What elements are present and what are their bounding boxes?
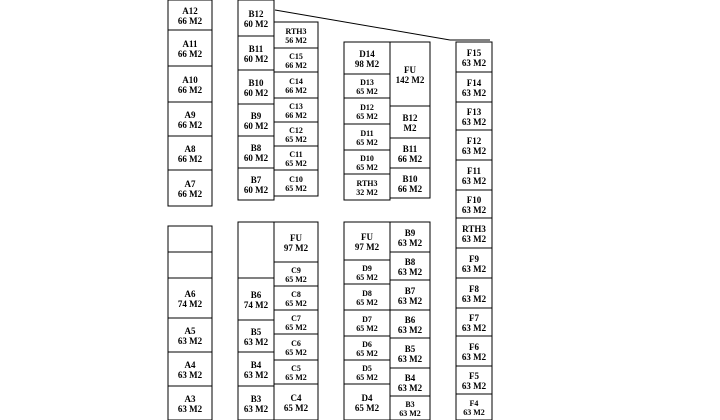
plot-id-label: B6 (250, 290, 262, 300)
plot-id-label: A6 (184, 289, 196, 299)
plot-id-label: C11 (289, 150, 303, 159)
plot-f8[interactable] (456, 278, 492, 308)
plot-c13[interactable] (274, 98, 318, 122)
plot-area-label: 63 M2 (461, 323, 487, 333)
plot-outline (168, 226, 212, 252)
plot-area-label: 56 M2 (285, 36, 307, 45)
plot-id-label: D11 (360, 129, 374, 138)
plot-id-label: F9 (469, 254, 479, 264)
plot-area-label: 63 M2 (461, 58, 487, 68)
plot-id-label: D6 (362, 340, 372, 349)
plot-id-label: B11 (402, 144, 418, 154)
plot-id-label: B5 (404, 344, 416, 354)
plot-rth3[interactable] (456, 218, 492, 248)
plot-b9[interactable] (238, 104, 274, 136)
plot-area-label: 65 M2 (283, 403, 309, 413)
plot-id-label: B9 (250, 111, 262, 121)
plot-c4[interactable] (274, 384, 318, 420)
plot-id-label: F7 (469, 313, 479, 323)
plot-id-label: D14 (359, 49, 375, 59)
plot-id-label: FU (404, 65, 416, 75)
plot-rth3[interactable] (344, 174, 390, 200)
plot-area-label: 65 M2 (356, 163, 378, 172)
plot-id-label: B5 (250, 327, 262, 337)
plot-b10[interactable] (238, 70, 274, 104)
plot-id-label: F13 (466, 107, 482, 117)
plot-area-label: 63 M2 (177, 336, 203, 346)
plot-area-label: 66 M2 (397, 184, 423, 194)
plot-d12[interactable] (344, 98, 390, 124)
plot-d7[interactable] (344, 310, 390, 336)
plot-b6[interactable] (238, 278, 274, 320)
plot-id-label: C13 (289, 102, 303, 111)
plot-fu[interactable] (344, 222, 390, 260)
plot-rth3[interactable] (274, 22, 318, 48)
plot-a10[interactable] (168, 66, 212, 102)
plot-id-label: B3 (405, 400, 415, 409)
plot-area-label: 63 M2 (399, 409, 421, 418)
plot-id-label: A5 (184, 326, 196, 336)
plot-id-label: B10 (402, 174, 418, 184)
plot-f10[interactable] (456, 190, 492, 218)
plot-id-label: F6 (469, 342, 479, 352)
plot-id-label: C5 (291, 364, 301, 373)
plot-id-label: F15 (466, 48, 482, 58)
plot-id-label: D5 (362, 364, 372, 373)
plot-a12[interactable] (168, 0, 212, 30)
plot-id-label: C4 (290, 393, 302, 403)
plot-id-label: A12 (182, 6, 198, 16)
plot-area-label: 66 M2 (177, 189, 203, 199)
plot-fu[interactable] (390, 42, 430, 106)
plot-id-label: C8 (291, 290, 301, 299)
plot-area-label: 63 M2 (461, 205, 487, 215)
plot-c11[interactable] (274, 146, 318, 170)
plot-b4[interactable] (390, 368, 430, 396)
plot-area-label: 60 M2 (243, 54, 269, 64)
plot-unlabeled[interactable] (238, 222, 274, 278)
plot-id-label: B6 (404, 315, 416, 325)
plot-b8[interactable] (238, 136, 274, 168)
plot-b9[interactable] (390, 222, 430, 252)
plot-id-label: B8 (250, 143, 262, 153)
plot-id-label: F8 (469, 284, 479, 294)
plot-id-label: D7 (362, 315, 372, 324)
plot-id-label: B4 (250, 360, 262, 370)
plot-f6[interactable] (456, 336, 492, 366)
plot-c10[interactable] (274, 170, 318, 196)
plot-area-label: 65 M2 (356, 138, 378, 147)
plot-f12[interactable] (456, 130, 492, 160)
plot-id-label: B9 (404, 228, 416, 238)
plot-a5[interactable] (168, 318, 212, 352)
plot-b12[interactable] (238, 0, 274, 36)
plot-area-label: 66 M2 (177, 16, 203, 26)
plot-id-label: F14 (466, 78, 482, 88)
plot-area-label: 66 M2 (177, 85, 203, 95)
plot-area-label: 63 M2 (461, 146, 487, 156)
plot-id-label: RTH3 (462, 224, 486, 234)
plot-id-label: B4 (404, 373, 416, 383)
plot-area-label: 142 M2 (395, 75, 425, 85)
plot-area-label: 63 M2 (397, 354, 423, 364)
plot-area-label: 63 M2 (397, 325, 423, 335)
plot-area-label: 63 M2 (461, 234, 487, 244)
plot-area-label: 63 M2 (243, 370, 269, 380)
plot-id-label: D4 (361, 393, 373, 403)
plot-id-label: A8 (184, 144, 196, 154)
plot-area-label: 63 M2 (461, 381, 487, 391)
plot-id-label: RTH3 (285, 27, 307, 36)
plot-area-label: 65 M2 (285, 159, 307, 168)
plot-area-label: 66 M2 (285, 86, 307, 95)
plot-area-label: 63 M2 (461, 88, 487, 98)
plot-area-label: 65 M2 (356, 373, 378, 382)
plot-area-label: 65 M2 (285, 299, 307, 308)
plot-f11[interactable] (456, 160, 492, 190)
plot-d11[interactable] (344, 124, 390, 150)
plot-area-label: 65 M2 (285, 184, 307, 193)
plot-id-label: D9 (362, 264, 372, 273)
plot-b7[interactable] (238, 168, 274, 200)
plot-f14[interactable] (456, 72, 492, 102)
plot-b6[interactable] (390, 310, 430, 338)
plot-id-label: D8 (362, 289, 372, 298)
plot-area-label: 63 M2 (177, 404, 203, 414)
plot-area-label: 66 M2 (397, 154, 423, 164)
plot-area-label: 65 M2 (356, 298, 378, 307)
plot-c9[interactable] (274, 262, 318, 286)
plot-id-label: C10 (289, 175, 303, 184)
plot-area-label: 97 M2 (283, 243, 309, 253)
plot-b3[interactable] (390, 396, 430, 420)
plot-f7[interactable] (456, 308, 492, 336)
plot-d9[interactable] (344, 260, 390, 284)
plot-unlabeled[interactable] (168, 252, 212, 278)
plot-id-label: F10 (466, 195, 482, 205)
plot-area-label: 65 M2 (285, 373, 307, 382)
plot-id-label: C7 (291, 314, 301, 323)
plot-a7[interactable] (168, 170, 212, 206)
plot-area-label: 32 M2 (356, 188, 378, 197)
plot-a8[interactable] (168, 136, 212, 170)
plot-fu[interactable] (274, 222, 318, 262)
plot-b5[interactable] (390, 338, 430, 368)
plots-layer (168, 0, 492, 420)
plot-a11[interactable] (168, 30, 212, 66)
plot-a6[interactable] (168, 278, 212, 318)
plot-id-label: A4 (184, 360, 196, 370)
plot-area-label: 60 M2 (243, 19, 269, 29)
plot-area-label: 63 M2 (461, 117, 487, 127)
plot-id-label: C9 (291, 266, 301, 275)
plot-area-label: 65 M2 (356, 87, 378, 96)
plot-id-label: A3 (184, 394, 196, 404)
plot-area-label: 66 M2 (177, 49, 203, 59)
plot-area-label: 63 M2 (177, 370, 203, 380)
plot-id-label: A10 (182, 75, 198, 85)
plot-id-label: D10 (360, 154, 374, 163)
plot-area-label: 65 M2 (285, 348, 307, 357)
plot-id-label: D12 (360, 103, 374, 112)
plot-area-label: 63 M2 (461, 294, 487, 304)
plot-b5[interactable] (238, 320, 274, 352)
plot-id-label: RTH3 (356, 179, 378, 188)
plot-f15[interactable] (456, 42, 492, 72)
plot-c6[interactable] (274, 334, 318, 360)
plot-id-label: FU (290, 233, 302, 243)
plot-d6[interactable] (344, 336, 390, 360)
plot-area-label: 60 M2 (243, 153, 269, 163)
plot-area-label: 65 M2 (356, 273, 378, 282)
plot-area-label: 63 M2 (397, 238, 423, 248)
plot-area-label: M2 (403, 123, 417, 133)
plot-area-label: 65 M2 (356, 112, 378, 121)
plot-f9[interactable] (456, 248, 492, 278)
plot-area-label: 74 M2 (177, 299, 203, 309)
plot-area-label: 63 M2 (397, 383, 423, 393)
plot-d8[interactable] (344, 284, 390, 310)
plot-id-label: C6 (291, 339, 301, 348)
plot-area-label: 60 M2 (243, 121, 269, 131)
plot-b4[interactable] (238, 352, 274, 386)
plot-area-label: 74 M2 (243, 300, 269, 310)
plot-outline (238, 222, 274, 278)
plot-id-label: F12 (466, 136, 482, 146)
plot-b7[interactable] (390, 280, 430, 310)
plot-id-label: B12 (402, 113, 418, 123)
plot-a4[interactable] (168, 352, 212, 386)
plot-d14[interactable] (344, 42, 390, 74)
plot-id-label: C15 (289, 52, 303, 61)
plot-area-label: 63 M2 (463, 408, 485, 417)
plot-area-label: 66 M2 (285, 111, 307, 120)
plot-area-label: 63 M2 (243, 337, 269, 347)
plot-id-label: B3 (250, 394, 262, 404)
plot-d4[interactable] (344, 384, 390, 420)
plot-id-label: B10 (248, 78, 264, 88)
plot-id-label: B7 (404, 286, 416, 296)
plot-area-label: 63 M2 (397, 296, 423, 306)
plot-area-label: 63 M2 (243, 404, 269, 414)
plot-id-label: B11 (248, 44, 264, 54)
plot-c15[interactable] (274, 48, 318, 72)
plot-area-label: 66 M2 (177, 154, 203, 164)
plot-area-label: 66 M2 (177, 120, 203, 130)
plot-area-label: 63 M2 (461, 176, 487, 186)
plot-id-label: B7 (250, 175, 262, 185)
plot-f4[interactable] (456, 394, 492, 420)
plot-b8[interactable] (390, 252, 430, 280)
plot-b10[interactable] (390, 168, 430, 198)
plot-d5[interactable] (344, 360, 390, 384)
plot-area-label: 97 M2 (354, 242, 380, 252)
plot-id-label: A9 (184, 110, 196, 120)
plot-id-label: B12 (248, 9, 264, 19)
plot-b11[interactable] (390, 138, 430, 168)
plot-d13[interactable] (344, 74, 390, 98)
plot-area-label: 65 M2 (356, 349, 378, 358)
plot-id-label: D13 (360, 78, 374, 87)
plot-c12[interactable] (274, 122, 318, 146)
plot-d10[interactable] (344, 150, 390, 174)
plot-area-label: 63 M2 (397, 267, 423, 277)
plot-a3[interactable] (168, 386, 212, 420)
plot-unlabeled[interactable] (168, 226, 212, 252)
plot-id-label: B8 (404, 257, 416, 267)
plot-area-label: 98 M2 (354, 59, 380, 69)
plot-id-label: F4 (469, 399, 479, 408)
plot-c14[interactable] (274, 72, 318, 98)
plot-id-label: F11 (466, 166, 482, 176)
plot-a9[interactable] (168, 102, 212, 136)
plot-area-label: 65 M2 (285, 323, 307, 332)
plot-c8[interactable] (274, 286, 318, 310)
plot-f13[interactable] (456, 102, 492, 130)
plot-area-label: 65 M2 (285, 275, 307, 284)
plot-area-label: 66 M2 (285, 61, 307, 70)
plot-area-label: 65 M2 (354, 403, 380, 413)
plot-id-label: C14 (289, 77, 303, 86)
plot-area-label: 65 M2 (356, 324, 378, 333)
plot-b11[interactable] (238, 36, 274, 70)
plot-c7[interactable] (274, 310, 318, 334)
plot-id-label: A11 (182, 39, 198, 49)
plot-area-label: 63 M2 (461, 264, 487, 274)
plot-area-label: 65 M2 (285, 135, 307, 144)
plot-area-label: 60 M2 (243, 88, 269, 98)
plot-id-label: F5 (469, 371, 479, 381)
plot-outline (168, 252, 212, 278)
plot-c5[interactable] (274, 360, 318, 384)
plot-id-label: FU (361, 232, 373, 242)
plot-b12[interactable] (390, 106, 430, 138)
plot-id-label: A7 (184, 179, 196, 189)
plot-b3[interactable] (238, 386, 274, 420)
plot-id-label: C12 (289, 126, 303, 135)
plot-area-label: 60 M2 (243, 185, 269, 195)
plot-f5[interactable] (456, 366, 492, 394)
plot-area-label: 63 M2 (461, 352, 487, 362)
